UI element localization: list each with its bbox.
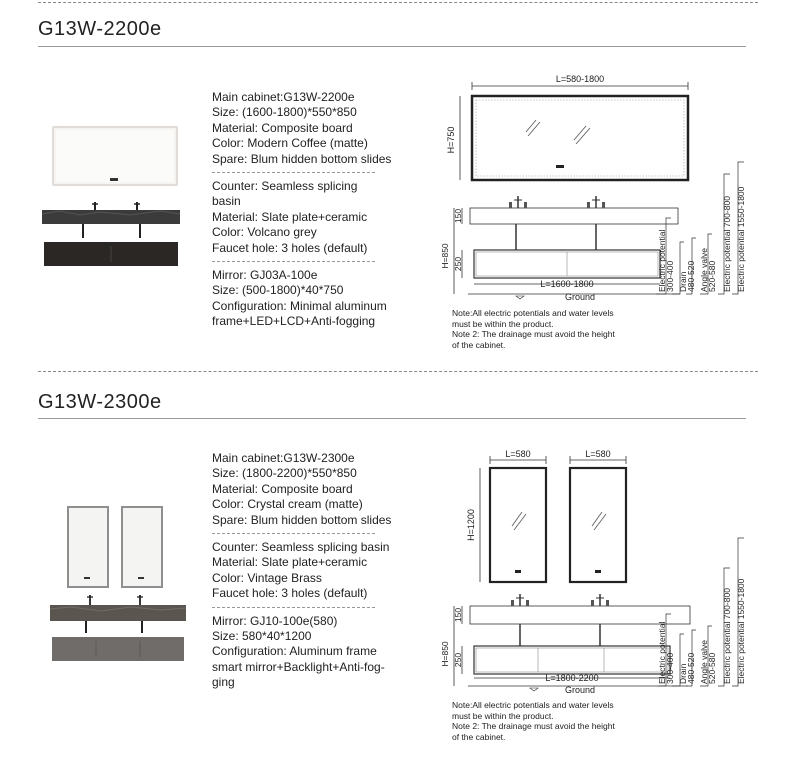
mirror-specs — [212, 614, 412, 691]
spec-line: basin — [212, 194, 241, 209]
dimension-drawing-g13w-2200e — [440, 70, 760, 305]
note-line: Note:All electric potentials and water levels — [452, 308, 614, 318]
cabinet-specs — [212, 451, 412, 528]
vertical-label: Electric potential 1550-1800 — [736, 186, 746, 292]
spec-line: Material: Composite board — [212, 481, 353, 496]
cabinet-height-label: 250 — [453, 256, 463, 272]
note-line: must be within the product. — [452, 710, 554, 721]
mirror-outline — [472, 96, 688, 180]
spec-line: smart mirror+Backlight+Anti-fog- — [212, 659, 385, 674]
spec-line: Main cabinet:G13W-2200e — [212, 90, 355, 104]
mirror-right-width-label: L=580 — [585, 449, 611, 459]
note-line: must be within the product. — [452, 318, 554, 329]
note-line: of the cabinet. — [452, 731, 506, 742]
cabinet-outline — [474, 646, 670, 674]
vertical-label: Electric potential 700-800 — [722, 196, 732, 292]
vertical-label: Drain — [678, 663, 688, 684]
spec-line: Color: Modern Coffee (matte) — [212, 136, 368, 151]
counter-outline — [470, 208, 678, 224]
vertical-label: Electric potential — [657, 621, 667, 684]
spec-line: Material: Slate plate+ceramic — [212, 209, 368, 224]
title-underline — [38, 418, 746, 419]
spec-line: Mirror: GJ03A-100e — [212, 268, 318, 283]
led-display-icon — [595, 570, 601, 573]
vertical-label: Drain — [678, 271, 688, 292]
spec-line: Faucet hole: 3 holes (default) — [212, 240, 368, 255]
spec-line: Size: (1600-1800)*550*850 — [212, 105, 357, 120]
note-line: Note 2: The drainage must avoid the height — [452, 329, 615, 339]
ground-label: Ground — [564, 292, 596, 302]
title-underline — [38, 46, 746, 47]
vertical-label: Angle valve — [699, 640, 709, 684]
total-height-label: H=850 — [440, 641, 450, 667]
cabinet-width-label: L=1600-1800 — [540, 279, 594, 289]
cabinet-specs — [212, 90, 412, 167]
spec-line: Spare: Blum hidden bottom slides — [212, 151, 392, 166]
section-divider-top — [38, 2, 758, 3]
spec-line: Spare: Blum hidden bottom slides — [212, 512, 392, 527]
spec-line: Configuration: Aluminum frame — [212, 644, 377, 659]
total-height-label: H=850 — [440, 243, 450, 269]
spec-line: frame+LED+LCD+Anti-fogging — [212, 314, 376, 329]
section-divider — [38, 371, 758, 372]
vertical-label: 480-520 — [686, 652, 696, 684]
vertical-label: Electric potential — [657, 229, 667, 292]
spec-line: Faucet hole: 3 holes (default) — [212, 586, 368, 601]
counter-outline — [470, 606, 690, 624]
spec-line: Size: (1800-2200)*550*850 — [212, 466, 357, 481]
spec-line: Material: Composite board — [212, 120, 353, 135]
product-photo-g13w-2200e — [40, 118, 180, 273]
mirror-glare-icon — [526, 120, 590, 144]
note-line: Note 2: The drainage must avoid the height — [452, 721, 615, 731]
vertical-label: Angle valve — [699, 248, 709, 292]
vertical-label: 520-580 — [707, 652, 717, 684]
counter-height-label: 150 — [453, 607, 463, 623]
spec-block-g13w-2300e — [212, 451, 412, 691]
spec-line: Color: Vintage Brass — [212, 570, 322, 585]
notes-g13w-2200e — [452, 308, 652, 350]
spec-line: Counter: Seamless splicing basin — [212, 540, 390, 555]
spec-separator — [212, 261, 375, 262]
led-display-icon — [515, 570, 521, 573]
product-photo-g13w-2300e — [46, 505, 186, 665]
vertical-label: 480-520 — [686, 260, 696, 292]
spec-line: Size: (500-1800)*40*750 — [212, 283, 344, 298]
notes-g13w-2300e — [452, 700, 652, 742]
mirror-width-label: L=580-1800 — [555, 74, 605, 84]
spec-line: Main cabinet:G13W-2300e — [212, 451, 355, 465]
cabinet-height-label: 250 — [453, 652, 463, 668]
dimension-drawing-g13w-2300e — [440, 446, 760, 698]
spec-separator — [212, 172, 375, 173]
cabinet-width-label: L=1800-2200 — [545, 673, 599, 683]
faucet-icon — [509, 196, 527, 208]
spec-line: Configuration: Minimal aluminum — [212, 298, 387, 313]
vertical-label: 300-400 — [665, 652, 675, 684]
mirror-height-label: H=750 — [446, 126, 456, 154]
spec-block-g13w-2200e — [212, 90, 412, 330]
mirror-left-width-label: L=580 — [505, 449, 531, 459]
vertical-label: 520-580 — [707, 260, 717, 292]
spec-line: Material: Slate plate+ceramic — [212, 555, 368, 570]
spec-separator — [212, 533, 375, 534]
mirror-glare-icon — [512, 512, 606, 530]
section-title: G13W-2300e — [38, 391, 162, 413]
spec-line: Counter: Seamless splicing — [212, 179, 358, 194]
spec-line: ging — [212, 675, 235, 690]
spec-line: Mirror: GJ10-100e(580) — [212, 613, 338, 628]
vertical-label: Electric potential 700-800 — [722, 588, 732, 684]
faucet-icon — [587, 196, 605, 208]
counter-specs — [212, 179, 412, 256]
faucet-icon — [511, 594, 529, 606]
note-line: Note:All electric potentials and water levels — [452, 700, 614, 710]
counter-specs — [212, 540, 412, 602]
spec-line: Color: Crystal cream (matte) — [212, 497, 363, 512]
led-display-icon — [556, 165, 564, 168]
mirror-height-label: H=1200 — [466, 509, 476, 541]
mirror-specs — [212, 268, 412, 330]
spec-line: Size: 580*40*1200 — [212, 629, 312, 644]
spec-separator — [212, 607, 375, 608]
vertical-label: Electric potential 1550-1800 — [736, 578, 746, 684]
note-line: of the cabinet. — [452, 339, 506, 350]
ground-label: Ground — [564, 685, 596, 695]
section-title: G13W-2200e — [38, 18, 162, 40]
vertical-label: 300-400 — [665, 260, 675, 292]
spec-line: Color: Volcano grey — [212, 225, 317, 240]
counter-height-label: 150 — [453, 208, 463, 224]
faucet-icon — [591, 594, 609, 606]
